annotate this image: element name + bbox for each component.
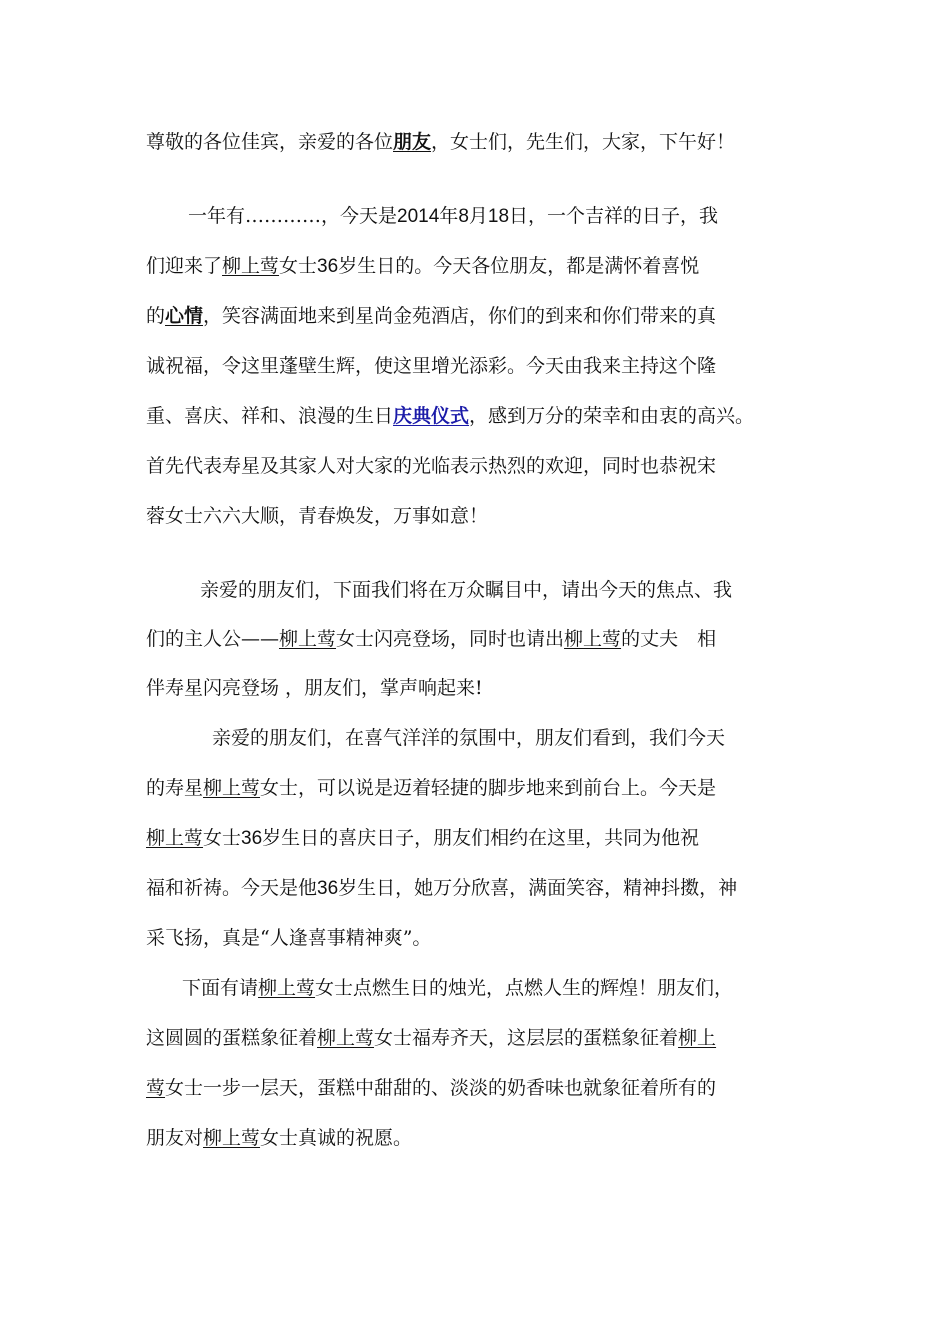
text: 下面有请 — [182, 977, 259, 999]
month: 8 — [458, 206, 469, 227]
text: 日，一个吉祥的日子，我 — [509, 205, 719, 227]
name-underlined: 柳上莺 — [564, 628, 622, 650]
name-underlined: 柳上莺 — [258, 977, 316, 999]
age: 36 — [317, 878, 339, 899]
text: 蓉女士六六大顺，青春焕发，万事如意！ — [146, 505, 489, 527]
age: 36 — [317, 256, 339, 277]
year: 2014 — [397, 206, 440, 227]
friends-link[interactable]: 朋友 — [393, 131, 432, 153]
name-underlined: 柳上莺 — [317, 1027, 375, 1049]
para4-line4 — [146, 1126, 412, 1150]
text: 伴寿星闪亮登场 ，朋友们，掌声响起来! — [146, 677, 483, 699]
day: 18 — [487, 206, 510, 227]
text: 女士，可以说是迈着轻捷的脚步地来到前台上。今天是 — [260, 777, 717, 799]
para3-line3 — [146, 826, 699, 850]
para3-line1 — [212, 726, 725, 750]
greeting-text-2: ，女士们，先生们，大家，下午好！ — [431, 131, 736, 153]
text: 岁生日的喜庆日子，朋友们相约在这里，共同为他祝 — [262, 827, 700, 849]
para3-line4 — [146, 876, 737, 900]
para1-line4 — [146, 354, 716, 378]
ceremony-link[interactable]: 庆典仪式 — [393, 405, 470, 427]
para4-line1 — [182, 976, 733, 1000]
name-underlined: 柳上莺 — [146, 827, 204, 849]
text: 朋友对 — [146, 1127, 204, 1149]
text: 月 — [468, 205, 488, 227]
text: 福和祈祷。今天是他 — [146, 877, 318, 899]
para1-line2 — [146, 254, 699, 278]
greeting-line — [146, 130, 735, 154]
text: 女士福寿齐天，这层层的蛋糕象征着 — [374, 1027, 679, 1049]
text: 女士一步一层天，蛋糕中甜甜的、淡淡的奶香味也就象征着所有的 — [165, 1077, 717, 1099]
text: ，笑容满面地来到星尚金苑酒店，你们的到来和你们带来的真 — [203, 305, 717, 327]
name-underlined: 柳上莺 — [203, 777, 261, 799]
para1-line6 — [146, 454, 716, 478]
text: 们的主人公—— — [146, 628, 280, 650]
text: 亲爱的朋友们，在喜气洋洋的氛围中，朋友们看到，我们今天 — [212, 727, 726, 749]
text: 女士闪亮登场，同时也请出 — [336, 628, 565, 650]
text: 重、喜庆、祥和、浪漫的生日 — [146, 405, 394, 427]
text: 岁生日的。今天各位朋友，都是满怀着喜悦 — [338, 255, 700, 277]
text: 亲爱的朋友们，下面我们将在万众瞩目中，请出今天的焦点、我 — [200, 579, 733, 601]
para2-line3 — [146, 676, 483, 700]
text: 诚祝福，令这里蓬壁生辉，使这里增光添彩。今天由我来主持这个隆 — [146, 355, 717, 377]
text: 女士真诚的祝愿。 — [260, 1127, 413, 1149]
text: 们迎来了 — [146, 255, 223, 277]
para2-line1 — [200, 578, 732, 602]
text: 年 — [439, 205, 459, 227]
para1-line5 — [146, 404, 754, 428]
para2-line2 — [146, 627, 716, 651]
para1-line1 — [188, 204, 718, 228]
text: 女士 — [279, 255, 318, 277]
para3-line5 — [146, 926, 431, 950]
text: 首先代表寿星及其家人对大家的光临表示热烈的欢迎，同时也恭祝宋 — [146, 455, 717, 477]
name-underlined: 柳上莺 — [279, 628, 337, 650]
age: 36 — [241, 828, 263, 849]
text: 的丈夫 相 — [621, 628, 717, 650]
para4-line3 — [146, 1076, 716, 1100]
para1-line3 — [146, 304, 716, 328]
text: 岁生日，她万分欣喜，满面笑容，精神抖擞，神 — [338, 877, 738, 899]
para4-line2 — [146, 1026, 716, 1050]
name-underlined: 柳上莺 — [222, 255, 280, 277]
name-underlined-part: 柳上 — [678, 1027, 717, 1049]
text: ，感到万分的荣幸和由衷的高兴。 — [469, 405, 755, 427]
text: 女士点燃生日的烛光，点燃人生的辉煌！朋友们， — [315, 977, 734, 999]
text: 采飞扬，真是“人逢喜事精神爽”。 — [146, 927, 432, 949]
para3-line2 — [146, 776, 716, 800]
text: 女士 — [203, 827, 242, 849]
text: 的寿星 — [146, 777, 204, 799]
name-underlined-part: 莺 — [146, 1077, 166, 1099]
name-underlined: 柳上莺 — [203, 1127, 261, 1149]
text: 一年有…………，今天是 — [188, 205, 398, 227]
text: 这圆圆的蛋糕象征着 — [146, 1027, 318, 1049]
greeting-text: 尊敬的各位佳宾，亲爱的各位 — [146, 131, 394, 153]
para1-line7 — [146, 504, 488, 528]
text: 的 — [146, 305, 166, 327]
mood-link[interactable]: 心情 — [165, 305, 204, 327]
